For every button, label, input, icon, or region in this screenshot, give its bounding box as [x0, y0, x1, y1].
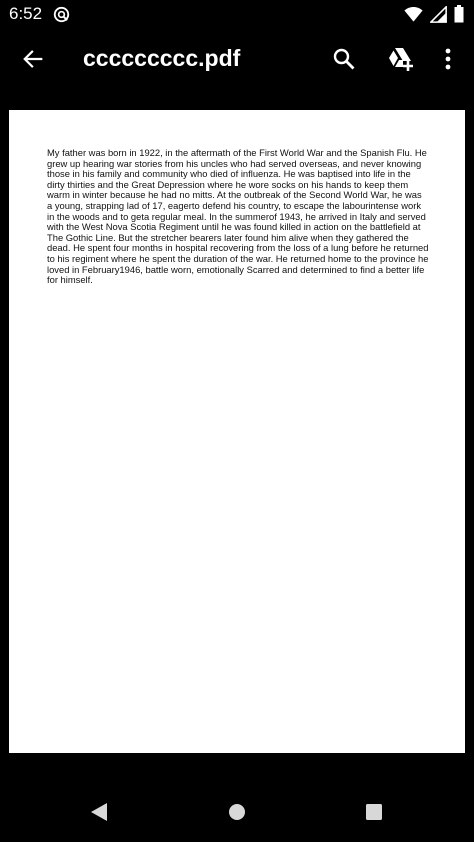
pdf-page[interactable]	[9, 110, 465, 753]
back-triangle-icon	[90, 802, 108, 827]
app-bar	[0, 30, 474, 94]
home-circle-icon	[228, 803, 246, 826]
pdf-body-text: My father was born in 1922, in the aftermath of the First World War and the Spanish Flu. He grew up hearing war stories from his uncles who had served overseas, and never knowing those in his family and community who died of influenza. He was baptised into life in the dirty thirties and the Great Depression where he wore socks on his hands to keep them warm in winter because he had no mitts. At the outbreak of the Second World War, he was a young, strapping lad of 17, eagerto defend his country, to escape the labourintense work in the woods and to geta regular meal. In the summerof 1943, he arrived in Italy and served with the West Nova Scotia Regiment until he was found killed in action on the battlefield at The Gothic Line. But the stretcher bearers later found him alive when they gathered the dead. He spent four months in hospital recovering from the loss of a lung before he returned to his regiment where he spent the duration of the war. He returned home to the province he loved in February1946, battle worn, emotionally Scarred and determined to find a better life for himself.	[47, 147, 429, 286]
pdf-viewer[interactable]	[0, 94, 474, 774]
navigation-bar	[0, 774, 474, 842]
search-button[interactable]	[323, 40, 365, 82]
battery-icon	[454, 5, 464, 28]
more-options-button[interactable]	[427, 40, 469, 82]
back-button[interactable]	[12, 40, 54, 82]
recents-square-icon	[365, 803, 383, 826]
search-icon	[332, 47, 356, 76]
nav-back-button[interactable]	[79, 794, 119, 834]
more-vertical-icon	[445, 48, 451, 75]
wifi-icon	[404, 6, 423, 28]
file-title: ccccccccc.pdf	[83, 45, 241, 71]
add-to-drive-icon	[386, 47, 414, 76]
back-arrow-icon	[22, 48, 44, 75]
status-bar	[0, 0, 474, 30]
nav-recents-button[interactable]	[354, 794, 394, 834]
status-time: 6:52	[9, 4, 43, 23]
cell-signal-icon	[430, 6, 447, 28]
add-to-drive-button[interactable]	[379, 40, 421, 82]
app-notification-icon	[53, 6, 70, 23]
nav-home-button[interactable]	[217, 794, 257, 834]
